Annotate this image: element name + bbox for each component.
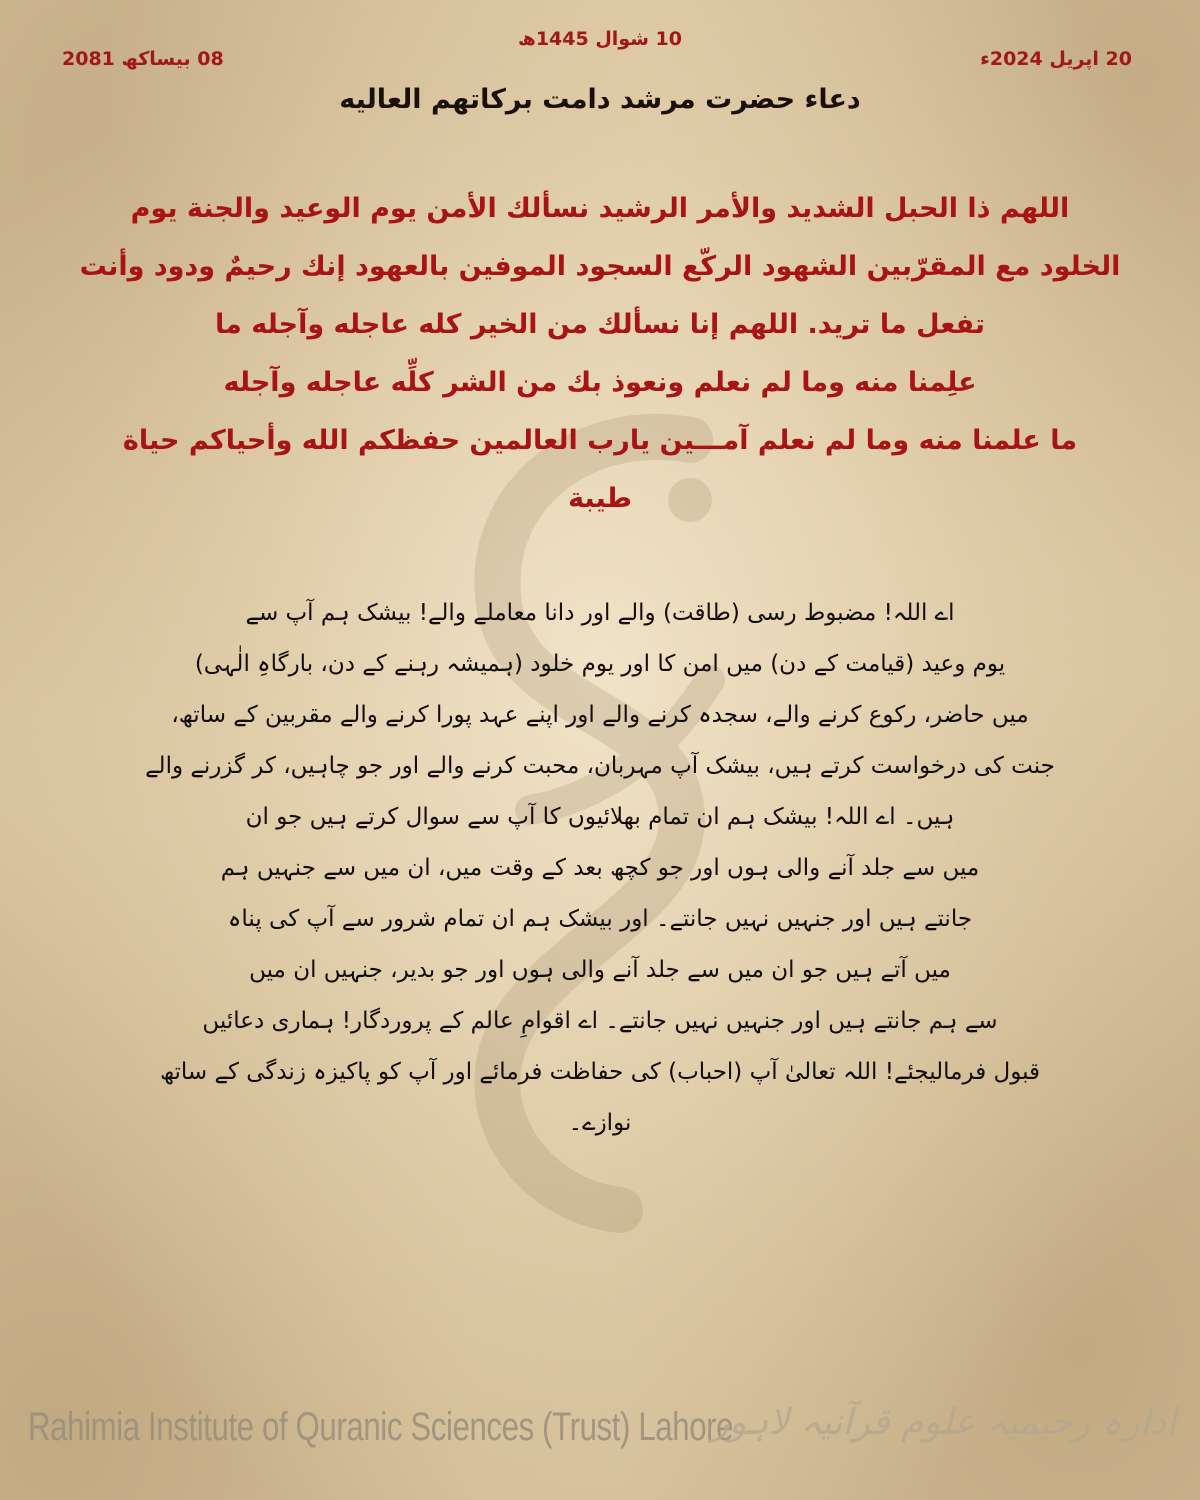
urdu-line: اے اللہ! مضبوط رسی (طاقت) والے اور دانا معاملے والے! بیشک ہم آپ سے (245, 600, 955, 626)
urdu-line: ہیں۔ اے اللہ! بیشک ہم ان تمام بھلائیوں کا آپ سے سوال کرتے ہیں جو ان (245, 804, 955, 830)
institute-logo (711, 1390, 1176, 1480)
urdu-line: قبول فرمالیجئے! اللہ تعالیٰ آپ (احباب) کی حفاظت فرمائے اور آپ کو پاکیزہ زندگی کے ساتھ (159, 1059, 1041, 1085)
arabic-line: الخلود مع المقرّبين الشهود الركّع السجود الموفين بالعهود إنك رحيمٌ ودود وأنت (79, 251, 1121, 282)
arabic-line: اللهم ذا الحبل الشديد والأمر الرشيد نسألك الأمن يوم الوعيد والجنة يوم (130, 193, 1070, 224)
bikrami-date: 08 بیساکھ 2081 (62, 48, 224, 70)
urdu-line: میں حاضر، رکوع کرنے والے، سجدہ کرنے والے اور اپنے عہد پورا کرنے والے مقربین کے ساتھ، (171, 702, 1029, 728)
urdu-line: جنت کی درخواست کرتے ہیں، بیشک آپ مہربان، محبت کرنے والے اور جو چاہیں، کر گزرنے والے (145, 753, 1055, 779)
gregorian-date: 20 اپریل 2024ء (980, 48, 1132, 70)
arabic-line: ما علمنا منه وما لم نعلم آمـــين يارب العالمين حفظكم الله وأحياكم حياة (122, 425, 1078, 456)
urdu-line: جانتے ہیں اور جنہیں نہیں جانتے۔ اور بیشک ہم ان تمام شرور سے آپ کی پناہ (227, 906, 973, 932)
urdu-line: میں سے جلد آنے والی ہوں اور جو کچھ بعد کے وقت میں، ان میں سے جنہیں ہم (220, 855, 980, 881)
arabic-line: طيبة (568, 483, 632, 514)
arabic-line: تفعل ما تريد. اللهم إنا نسألك من الخير كله عاجله وآجله ما (214, 309, 986, 340)
urdu-line: یوم وعید (قیامت کے دن) میں امن کا اور یوم خلود (ہمیشہ رہنے کے دن، بارگاہِ الٰہی) (194, 651, 1006, 677)
urdu-line: نوازے۔ (568, 1110, 632, 1136)
urdu-line: سے ہم جانتے ہیں اور جنہیں نہیں جانتے۔ اے اقوامِ عالم کے پروردگار! ہماری دعائیں (202, 1008, 998, 1034)
arabic-line: علِمنا منه وما لم نعلم ونعوذ بك من الشر كلِّه عاجله وآجله (223, 367, 977, 398)
urdu-line: میں آتے ہیں جو ان میں سے جلد آنے والی ہوں اور جو بدیر، جنہیں ان میں (249, 957, 951, 983)
institute-logo-text: ادارہ رحیمیہ علوم قرآنیہ لاہور (711, 1402, 1176, 1443)
urdu-translation (120, 588, 1080, 1149)
page-title: دعاء حضرت مرشد دامت برکاتهم العالیه (339, 84, 861, 115)
hijri-date: 10 شوال 1445ھ (518, 28, 682, 50)
institute-name-english: Rahimia Institute of Quranic Sciences (Trust) Lahore (28, 1405, 734, 1449)
arabic-dua (70, 180, 1130, 528)
